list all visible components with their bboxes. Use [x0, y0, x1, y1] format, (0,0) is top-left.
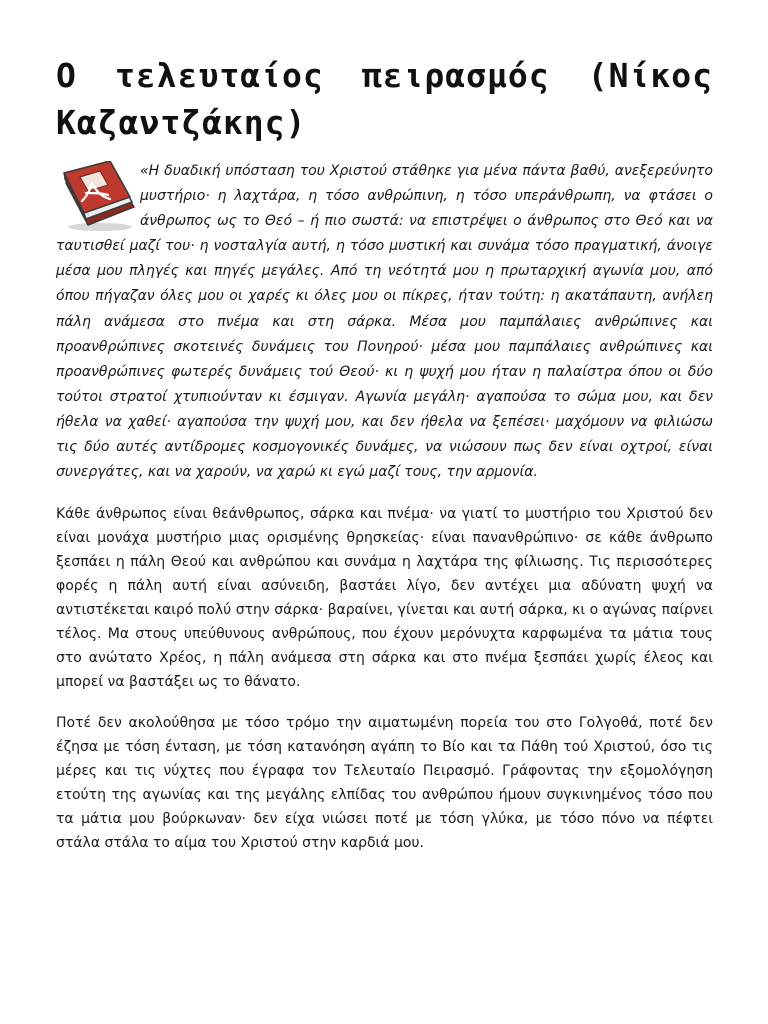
paragraph-2: Ποτέ δεν ακολούθησα με τόσο τρόμο την αιματωμένη πορεία του στο Γολγοθά, ποτέ δεν έζησα με τόση ένταση, με τόση κατανόηση αγάπη το Βίο και τα Πάθη τού Χριστού, όσο τις μέρες και τις νύχτες που έγραφα τον Τελευταίο Πειρασμό. Γράφοντας την εξομολόγηση ετούτη της αγωνίας και της μεγάλης ελπίδας του ανθρώπου ήμουν συγκινημένος τόσο που τα μάτια μου βούρκωναν· δεν είχα νιώσει ποτέ με τόση γλύκα, με τόσο πόνο να πέφτει στάλα στάλα το αίμα του Χριστού στην καρδιά μου. — [56, 715, 713, 851]
book-icon — [56, 161, 138, 233]
document-page — [56, 52, 713, 856]
document-title: Ο τελευταίος πειρασμός (Νίκος Καζαντζάκης) — [56, 56, 713, 142]
paragraph-1: Κάθε άνθρωπος είναι θεάνθρωπος, σάρκα και πνέμα· να γιατί το μυστήριο του Χριστού δεν είναι μονάχα μυστήριο μιας ορισμένης θρησκείας· είναι πανανθρώπινο· σε κάθε άνθρωπο ξεσπάει η πάλη Θεού και ανθρώπου και συνάμα η λαχτάρα της φίλιωσης. Τις περισσότερες φορές η πάλη αυτή είναι ασύνειδη, βαστάει λίγο, δεν αντέχει μια αδύνατη ψυχή να αντιστέκεται καιρό πολύ στην σάρκα· βαραίνει, γίνεται και αυτή σάρκα, κι ο αγώνας παίρνει τέλος. Μα στους υπεύθυνους ανθρώπους, που έχουν μερόνυχτα καρφωμένα τα μάτια τους στο ανώτατο Χρέος, η πάλη ανάμεσα στη σάρκα και στο πνέμα ξεσπάει χωρίς έλεος και μπορεί να βαστάξει ως το θάνατο. — [56, 506, 713, 690]
intro-quote — [56, 159, 713, 485]
intro-text: «Η δυαδική υπόσταση του Χριστού στάθηκε για μένα πάντα βαθύ, ανεξερεύνητο μυστήριο· η λαχτάρα, η τόσο ανθρώπινη, η τόσο υπεράνθρωπη, να φτάσει ο άνθρωπος ως το Θεό – ή πιο σωστά: να επιστρέψει ο άνθρωπος στο Θεό και να ταυτισθεί μαζί του· η νοσταλγία αυτή, η τόσο μυστική και συνάμα τόσο πραγματική, άνοιγε μέσα μου πληγές και πηγές μεγάλες. Από τη νεότητά μου η πρωταρχική αγωνία μου, από όπου πήγαζαν όλες μου οι χαρές κι όλες μου οι πίκρες, ήταν τούτη: η ακατάπαυτη, ανήλεη πάλη ανάμεσα στο πνέμα και στη σάρκα. Μέσα μου παμπάλαιες ανθρώπινες και προανθρώπινες σκοτεινές δυνάμεις του Πονηρού· μέσα μου παμπάλαιες ανθρώπινες και προανθρώπινες φωτερές δυνάμεις τού Θεού· κι η ψυχή μου ήταν η παλαίστρα όπου οι δύο τούτοι στρατοί χτυπιούνταν κι έσμιγαν. Αγωνία μεγάλη· αγαπούσα το σώμα μου, και δεν ήθελα να χαθεί· αγαπούσα την ψυχή μου, και δεν ήθελα να ξεπέσει· μαχόμουν να φιλιώσω τις δύο αυτές αντίδρομες κοσμογονικές δυνάμες, να νιώσουν πως δεν είναι οχτροί, είναι συνεργάτες, και να χαρούν, να χαρώ κι εγώ μαζί τους, την αρμονία. — [56, 163, 713, 481]
